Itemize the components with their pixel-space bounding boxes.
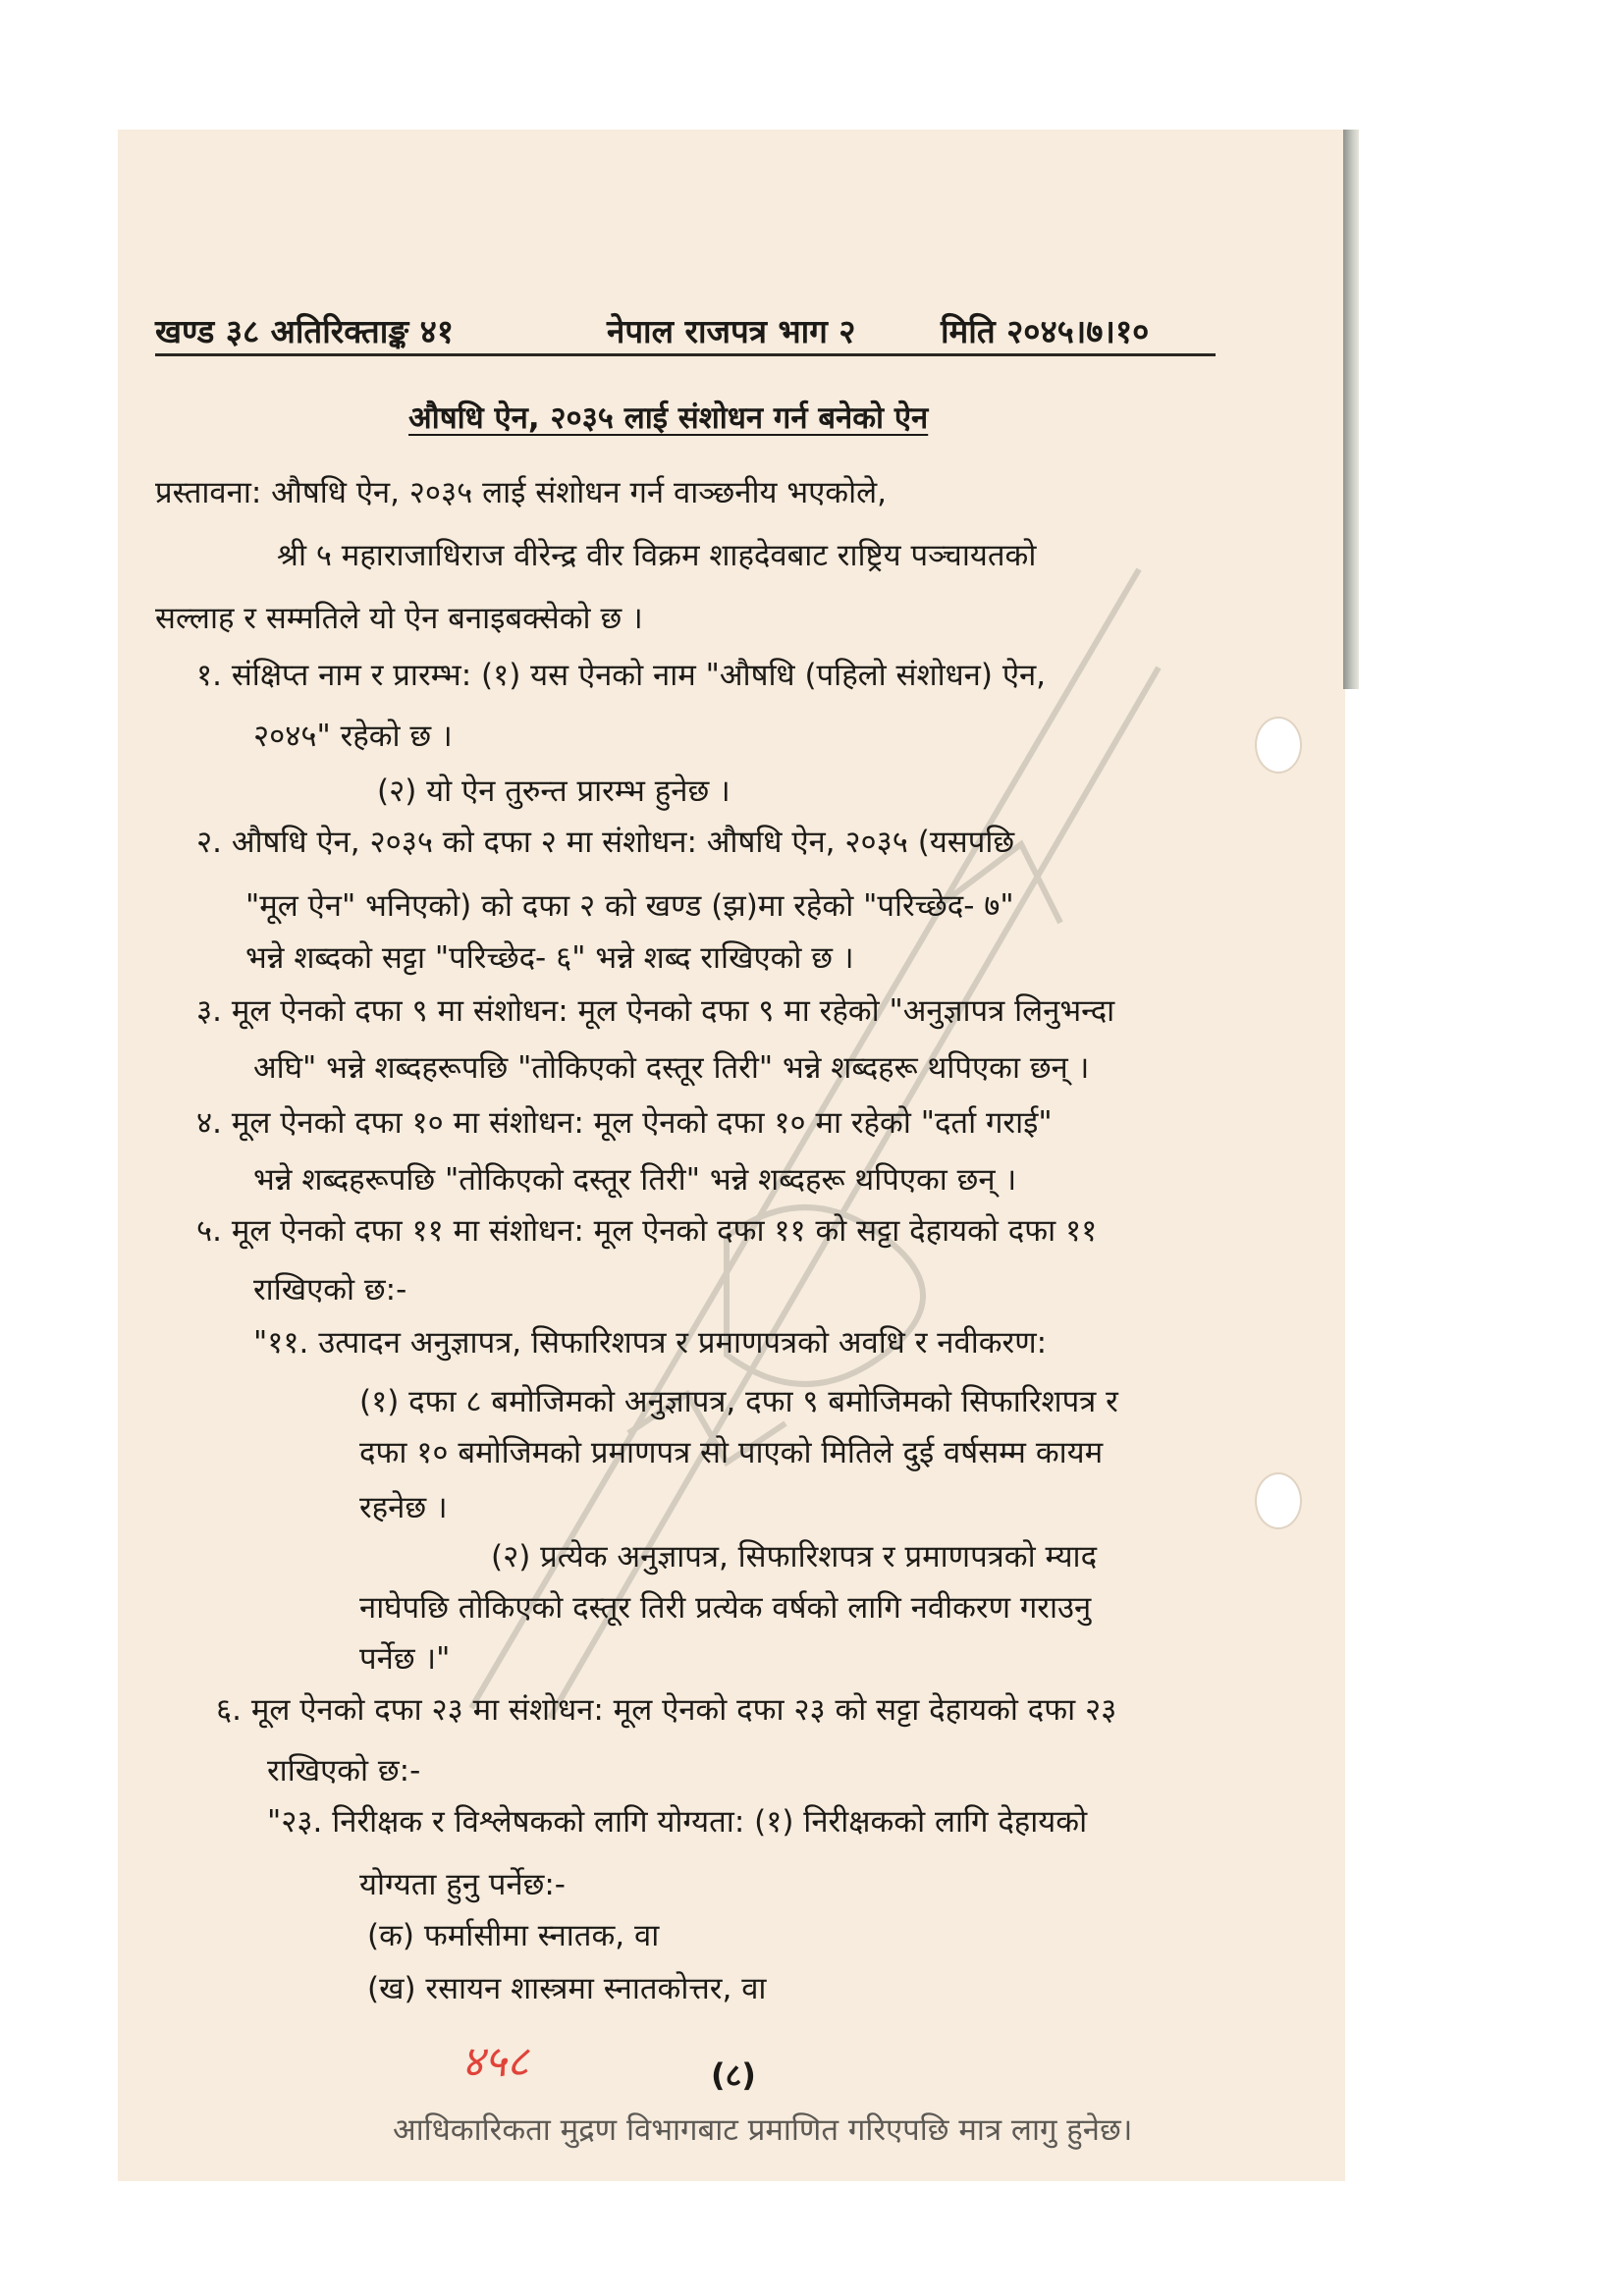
section-line: ३. मूल ऐनको दफा ९ मा संशोधन: मूल ऐनको दफा ९ मा रहेको "अनुज्ञापत्र लिनुभन्दा xyxy=(196,993,1115,1029)
header-volume: खण्ड ३८ अतिरिक्ताङ्क ४१ xyxy=(155,312,454,350)
section-line: "२३. निरीक्षक र विश्लेषकको लागि योग्यता: (१) निरीक्षकको लागि देहायको xyxy=(267,1804,1088,1840)
section-line: (१) दफा ८ बमोजिमको अनुज्ञापत्र, दफा ९ बमोजिमको सिफारिशपत्र र xyxy=(359,1384,1118,1419)
preamble-line: प्रस्तावना: औषधि ऐन, २०३५ लाई संशोधन गर्न वाञ्छनीय भएकोले, xyxy=(155,475,887,510)
section-line: दफा १० बमोजिमको प्रमाणपत्र सो पाएको मितिले दुई वर्षसम्म कायम xyxy=(359,1435,1104,1470)
punch-hole xyxy=(1255,717,1302,774)
page-number: (८) xyxy=(711,2056,756,2094)
preamble-line: सल्लाह र सम्मतिले यो ऐन बनाइबक्सेको छ । xyxy=(155,601,643,636)
section-line: भन्ने शब्दहरूपछि "तोकिएको दस्तूर तिरी" भन्ने शब्दहरू थपिएका छन् । xyxy=(253,1162,1017,1198)
gazette-header xyxy=(155,296,1216,356)
section-line: ४. मूल ऐनको दफा १० मा संशोधन: मूल ऐनको दफा १० मा रहेको "दर्ता गराई" xyxy=(196,1105,1053,1141)
header-gazette: नेपाल राजपत्र भाग २ xyxy=(607,312,856,350)
binding-edge xyxy=(1343,130,1359,689)
section-line: योग्यता हुनु पर्नेछ:- xyxy=(359,1867,566,1902)
section-line: २०४५" रहेको छ । xyxy=(253,719,453,754)
section-line: राखिएको छ:- xyxy=(267,1753,421,1789)
punch-hole xyxy=(1255,1472,1302,1529)
section-line: ६. मूल ऐनको दफा २३ मा संशोधन: मूल ऐनको दफा २३ को सट्टा देहायको दफा २३ xyxy=(216,1692,1117,1728)
section-line: रहनेछ । xyxy=(359,1490,448,1525)
section-line: १. संक्षिप्त नाम र प्रारम्भ: (१) यस ऐनको नाम "औषधि (पहिलो संशोधन) ऐन, xyxy=(196,658,1047,693)
section-line: पर्नेछ ।" xyxy=(359,1641,451,1677)
section-line: (२) यो ऐन तुरुन्त प्रारम्भ हुनेछ । xyxy=(377,774,731,809)
section-line: (ख) रसायन शास्त्रमा स्नातकोत्तर, वा xyxy=(367,1971,767,2006)
header-date: मिति २०४५।७।१० xyxy=(941,312,1150,350)
handwritten-mark: ४५८ xyxy=(461,2037,529,2087)
section-line: नाघेपछि तोकिएको दस्तूर तिरी प्रत्येक वर्षको लागि नवीकरण गराउनु xyxy=(359,1590,1092,1626)
section-line: २. औषधि ऐन, २०३५ को दफा २ मा संशोधन: औषधि ऐन, २०३५ (यसपछि xyxy=(196,825,1015,860)
section-line: (क) फर्मासीमा स्नातक, वा xyxy=(367,1918,660,1953)
section-line: (२) प्रत्येक अनुज्ञापत्र, सिफारिशपत्र र प्रमाणपत्रको म्याद xyxy=(491,1539,1098,1575)
section-line: ५. मूल ऐनको दफा ११ मा संशोधन: मूल ऐनको दफा ११ को सट्टा देहायको दफा ११ xyxy=(196,1213,1098,1249)
section-line: भन्ने शब्दको सट्टा "परिच्छेद- ६" भन्ने शब्द राखिएको छ । xyxy=(245,940,854,976)
document-title: औषधि ऐन, २०३५ लाई संशोधन गर्न बनेको ऐन xyxy=(408,400,929,436)
section-line: राखिएको छ:- xyxy=(253,1272,407,1308)
section-line: अघि" भन्ने शब्दहरूपछि "तोकिएको दस्तूर तिरी" भन्ने शब्दहरू थपिएका छन् । xyxy=(253,1050,1090,1086)
section-line: "मूल ऐन" भनिएको) को दफा २ को खण्ड (झ)मा रहेको "परिच्छेद- ७" xyxy=(245,888,1014,924)
gazette-page xyxy=(118,130,1345,2181)
preamble-line: श्री ५ महाराजाधिराज वीरेन्द्र वीर विक्रम शाहदेवबाट राष्ट्रिय पञ्चायतको xyxy=(277,538,1037,573)
section-line: "११. उत्पादन अनुज्ञापत्र, सिफारिशपत्र र प्रमाणपत्रको अवधि र नवीकरण: xyxy=(253,1325,1048,1361)
authenticity-footer: आधिकारिकता मुद्रण विभागबाट प्रमाणित गरिएपछि मात्र लागु हुनेछ। xyxy=(393,2112,1133,2148)
